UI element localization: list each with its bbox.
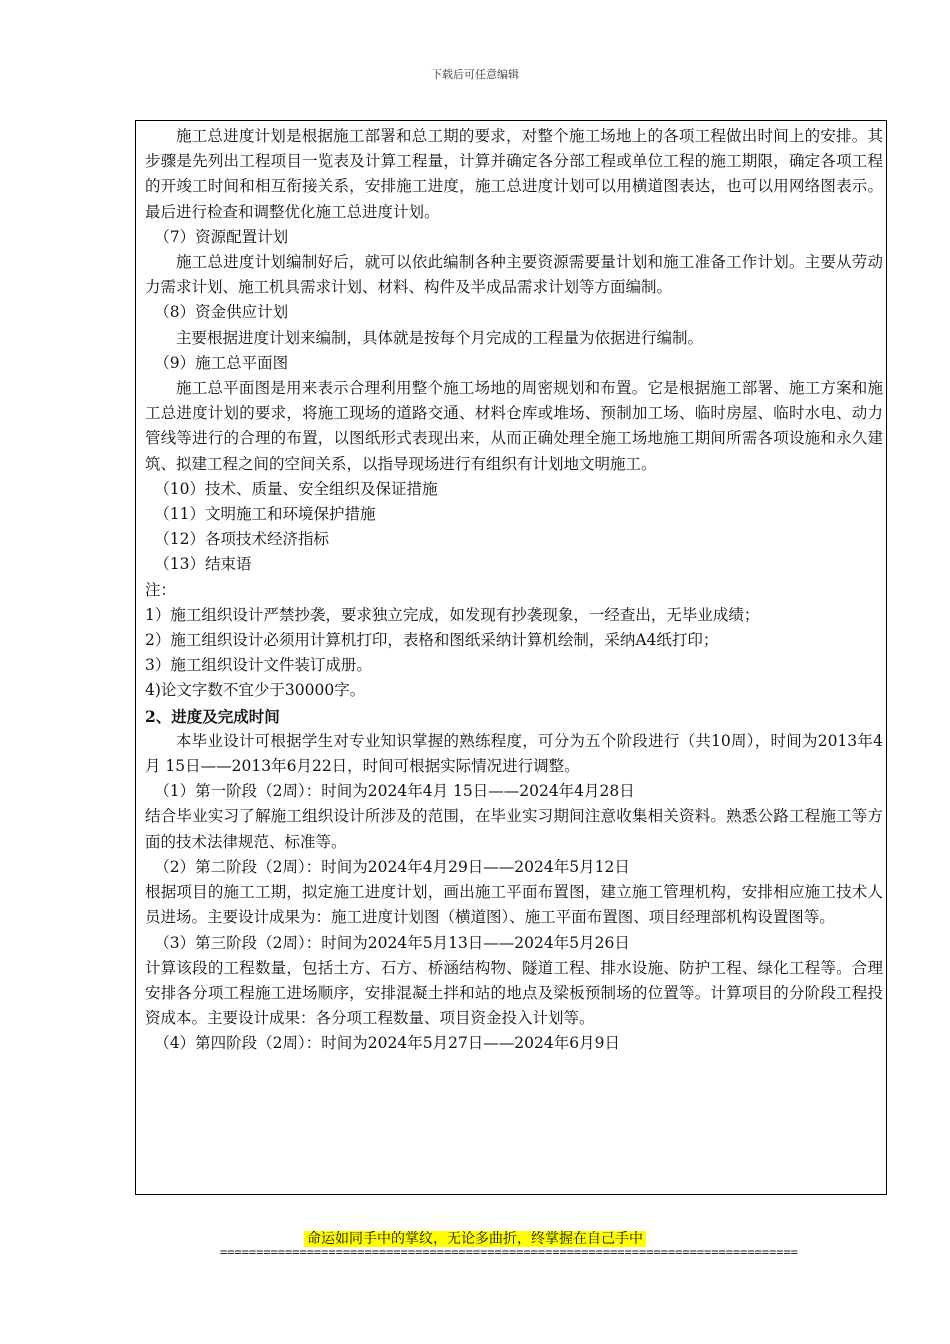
paragraph: （2）第二阶段（2周）：时间为2024年4月29日——2024年5月12日 [154, 857, 630, 876]
paragraph: 主要根据进度计划来编制，具体就是按每个月完成的工程量为依据进行编制。 [176, 328, 704, 347]
paragraph: 结合毕业实习了解施工组织设计所涉及的范围，在毕业实习期间注意收集相关资料。熟悉公路工程施工等方面的技术法律规范、标准等。 [145, 807, 883, 851]
paragraph: 2、进度及完成时间 [145, 706, 280, 726]
paragraph: 1）施工组织设计严禁抄袭，要求独立完成，如发现有抄袭现象，一经查出，无毕业成绩； [145, 605, 760, 624]
paragraph: 2）施工组织设计必须用计算机打印，表格和图纸采纳计算机绘制，采纳A4纸打印； [145, 631, 719, 650]
paragraph: （13）结束语 [154, 555, 252, 574]
paragraph: 施工总进度计划编制好后，就可以依此编制各种主要资源需要量计划和施工准备工作计划。主要从劳动力需求计划、施工机具需求计划、材料、构件及半成品需求计划等方面编制。 [145, 253, 883, 297]
paragraph: （8）资金供应计划 [154, 303, 289, 322]
paragraph: （9）施工总平面图 [154, 353, 289, 372]
paragraph: （1）第一阶段（2周）：时间为2024年4月 15日——2024年4月28日 [154, 782, 635, 801]
paragraph: 施工总平面图是用来表示合理利用整个施工场地的周密规划和布置。它是根据施工部署、施工方案和施工总进度计划的要求，将施工现场的道路交通、材料仓库或堆场、预制加工场、临时房屋、临时水电、动力管线等进行的合理的布置，以图纸形式表现出来，从而正确处理全施工场地施工期间所需各项设施和永久建筑、拟建工程之间的空间关系，以指导现场进行有组织有计划地文明施工。 [145, 379, 883, 473]
paragraph: 计算该段的工程数量，包括土方、石方、桥涵结构物、隧道工程、排水设施、防护工程、绿化工程等。合理安排各分项工程施工进场顺序，安排混凝土拌和站的地点及梁板预制场的位置等。计算项目的分阶段工程投资成本。主要设计成果：各分项工程数量、项目资金投入计划等。 [145, 958, 883, 1028]
paragraph: （3）第三阶段（2周）：时间为2024年5月13日——2024年5月26日 [154, 933, 630, 952]
paragraph: 3）施工组织设计文件装订成册。 [145, 656, 372, 675]
paragraph: 施工总进度计划是根据施工部署和总工期的要求，对整个施工场地上的各项工程做出时间上的安排。其步骤是先列出工程项目一览表及计算工程量，计算并确定各分部工程或单位工程的施工期限，确定各项工程的开竣工时间和相互衔接关系，安排施工进度，施工总进度计划可以用横道图表达，也可以用网络图表示。最后进行检查和调整优化施工总进度计划。 [145, 127, 883, 221]
paragraph: 注： [145, 580, 177, 599]
paragraph: 4)论文字数不宜少于30000字。 [145, 681, 366, 700]
paragraph: 根据项目的施工工期，拟定施工进度计划，画出施工平面布置图，建立施工管理机构，安排相应施工技术人员进场。主要设计成果为：施工进度计划图（横道图）、施工平面布置图、项目经理部机构设置图等。 [145, 883, 883, 927]
document-body [145, 124, 883, 1057]
paragraph: （10）技术、质量、安全组织及保证措施 [154, 479, 438, 498]
header-note: 下载后可任意编辑 [431, 68, 519, 81]
paragraph: （11）文明施工和环境保护措施 [154, 505, 376, 524]
footer-motto: 命运如同手中的掌纹，无论多曲折，终掌握在自己手中 [304, 1231, 646, 1247]
footer-rule: ================================================================================ [220, 1245, 798, 1259]
paragraph: （12）各项技术经济指标 [154, 530, 330, 549]
paragraph: （7）资源配置计划 [154, 227, 289, 246]
paragraph: 本毕业设计可根据学生对专业知识掌握的熟练程度，可分为五个阶段进行（共10周），时间为2013年4月 15日——2013年6月22日，时间可根据实际情况进行调整。 [145, 731, 883, 776]
paragraph: （4）第四阶段（2周）：时间为2024年5月27日——2024年6月9日 [154, 1034, 620, 1053]
